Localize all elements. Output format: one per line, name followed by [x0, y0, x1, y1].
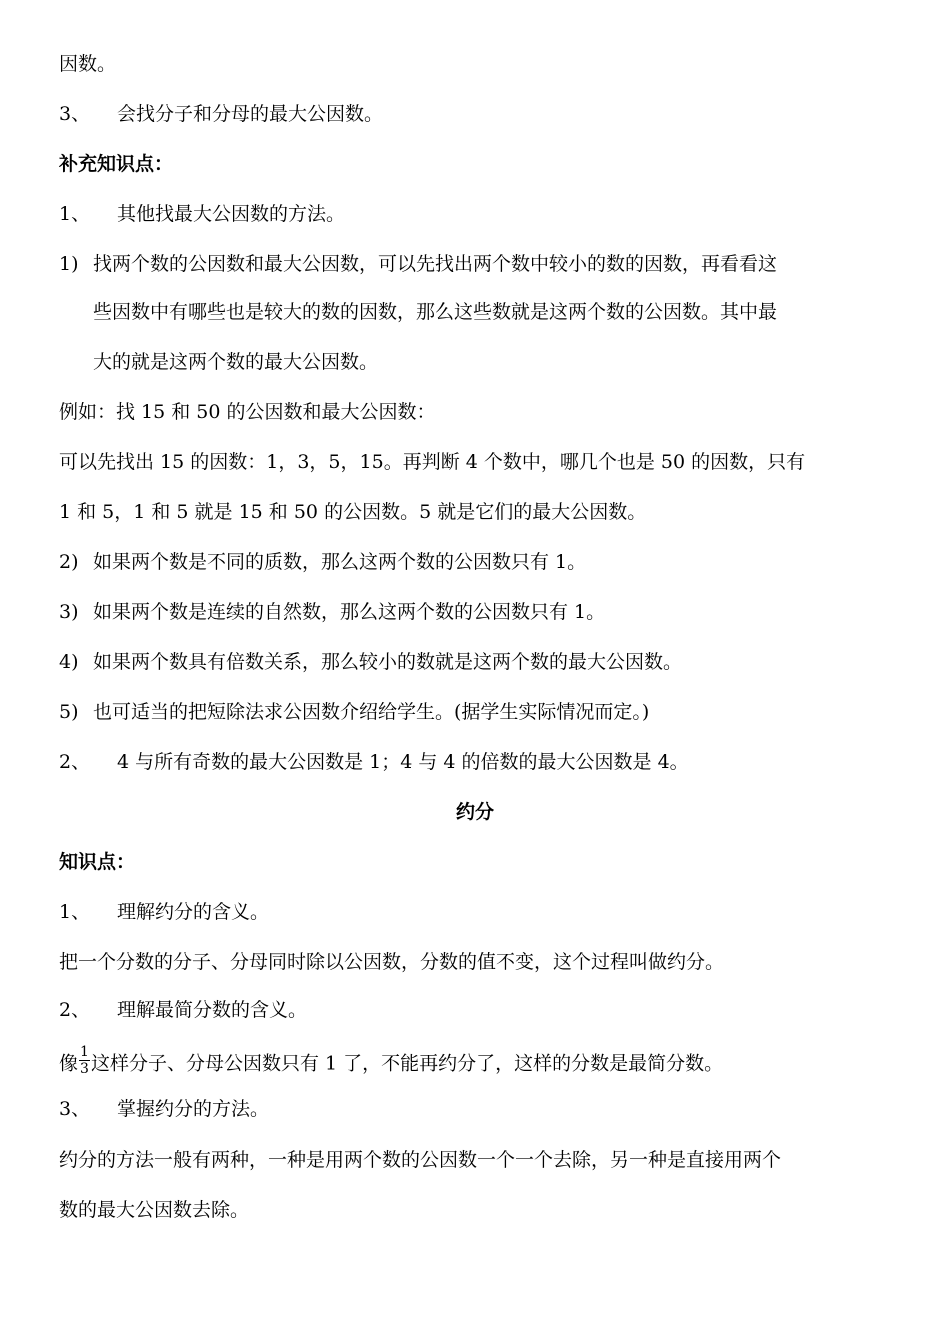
list-item [59, 102, 910, 126]
list-item [59, 700, 910, 724]
list-item [59, 600, 910, 624]
text-fragment: 像 [59, 1052, 79, 1075]
text-line: 例如：找 15 和 50 的公因数和最大公因数： [59, 401, 436, 423]
list-item [59, 202, 910, 226]
list-text: 理解最简分数的含义。 [117, 999, 308, 1021]
section-heading: 知识点： [59, 851, 136, 873]
section-heading: 补充知识点： [59, 153, 174, 175]
list-number: 3) [59, 601, 79, 623]
list-item [59, 252, 910, 276]
text-line: 因数。 [59, 53, 117, 75]
list-text: 找两个数的公因数和最大公因数，可以先找出两个数中较小的数的因数，再看看这 [93, 253, 778, 275]
list-number: 3、 [59, 1098, 91, 1120]
text-line: 数的最大公因数去除。 [59, 1199, 250, 1221]
list-number: 1、 [59, 203, 91, 225]
text-line: 把一个分数的分子、分母同时除以公因数，分数的值不变，这个过程叫做约分。 [59, 951, 725, 973]
list-number: 2、 [59, 999, 91, 1021]
text-line: 大的就是这两个数的最大公因数。 [93, 351, 379, 373]
list-item [59, 750, 910, 774]
list-item [59, 1097, 910, 1121]
list-number: 3、 [59, 103, 91, 125]
text-line: 些因数中有哪些也是较大的数的因数，那么这些数就是这两个数的公因数。其中最 [93, 301, 778, 323]
section-title: 约分 [455, 801, 494, 823]
list-text: 也可适当的把短除法求公因数介绍给学生。(据学生实际情况而定。) [93, 701, 650, 723]
list-text: 会找分子和分母的最大公因数。 [117, 103, 384, 125]
list-text: 其他找最大公因数的方法。 [117, 203, 346, 225]
list-text: 如果两个数具有倍数关系，那么较小的数就是这两个数的最大公因数。 [93, 651, 683, 673]
text-fragment: 这样分子、分母公因数只有 1 了，不能再约分了，这样的分数是最简分数。 [90, 1052, 724, 1075]
text-line [59, 1044, 910, 1081]
list-text: 理解约分的含义。 [117, 901, 270, 923]
list-text: 如果两个数是不同的质数，那么这两个数的公因数只有 1。 [93, 551, 587, 573]
list-item [59, 650, 910, 674]
list-number: 1、 [59, 901, 91, 923]
list-number: 2、 [59, 751, 91, 773]
text-line: 可以先找出 15 的因数：1，3，5，15。再判断 4 个数中，哪几个也是 50 的因数，只有 [59, 451, 806, 473]
text-line: 1 和 5，1 和 5 就是 15 和 50 的公因数。5 就是它们的最大公因数。 [59, 501, 647, 523]
list-number: 1) [59, 253, 79, 275]
fraction-numerator: 1 [80, 1044, 89, 1060]
list-number: 4) [59, 651, 79, 673]
list-number: 2) [59, 551, 79, 573]
fraction [79, 1044, 90, 1077]
list-item [59, 900, 910, 924]
list-number: 5) [59, 701, 79, 723]
list-item [59, 998, 910, 1022]
list-text: 4 与所有奇数的最大公因数是 1；4 与 4 的倍数的最大公因数是 4。 [117, 751, 689, 773]
fraction-denominator: 3 [80, 1061, 89, 1077]
list-item [59, 550, 910, 574]
list-text: 如果两个数是连续的自然数，那么这两个数的公因数只有 1。 [93, 601, 606, 623]
text-line: 约分的方法一般有两种，一种是用两个数的公因数一个一个去除，另一种是直接用两个 [59, 1149, 782, 1171]
list-text: 掌握约分的方法。 [117, 1098, 270, 1120]
